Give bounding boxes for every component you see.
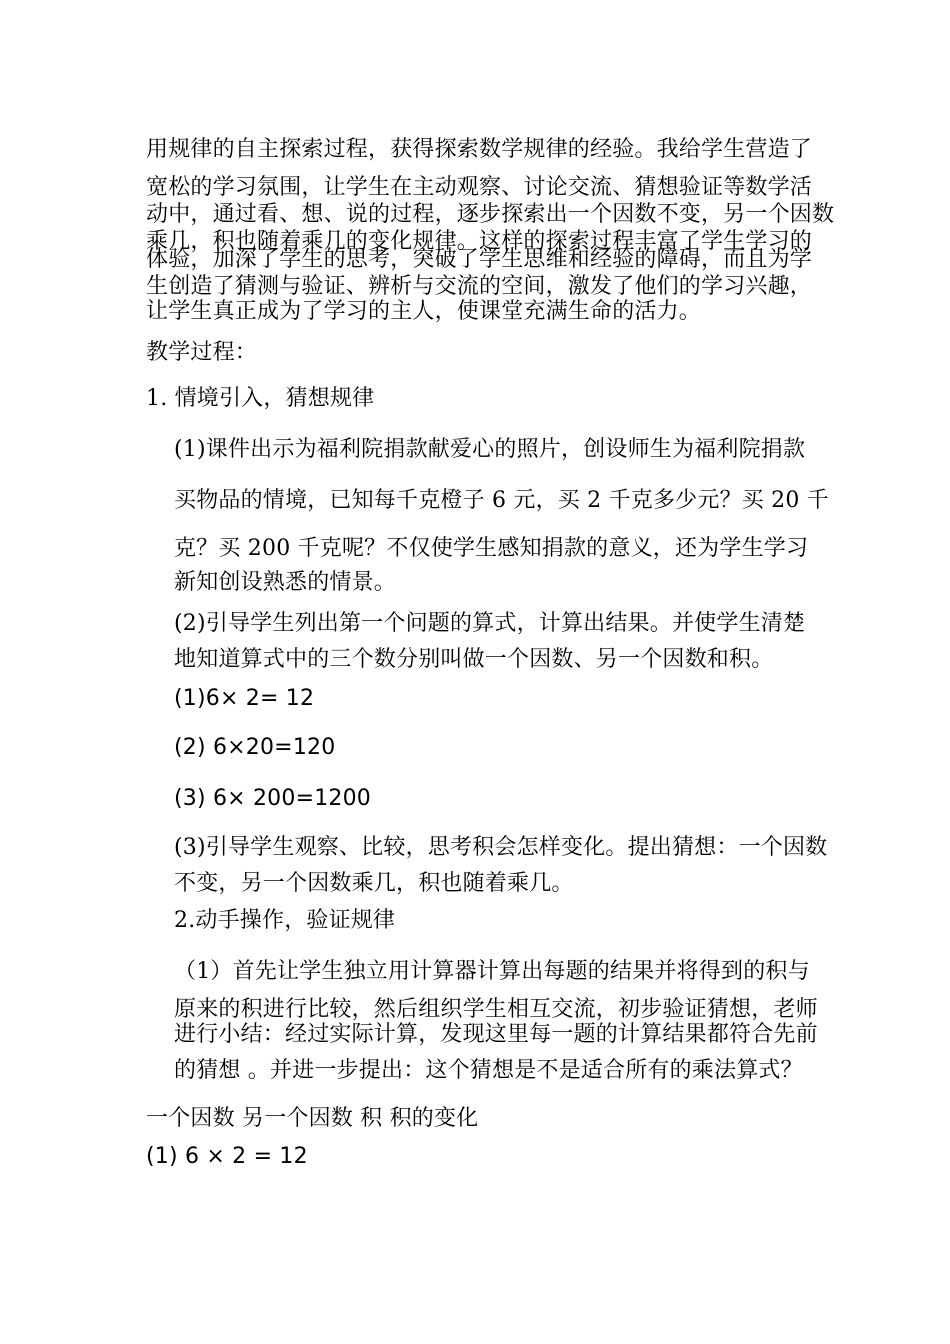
step1-line-1: (1)课件出示为福利院捐款献爱心的照片，创设师生为福利院捐款 <box>174 437 806 462</box>
step2-line-2: 地知道算式中的三个数分别叫做一个因数、另一个因数和积。 <box>174 647 774 672</box>
process-heading: 教学过程： <box>146 340 258 365</box>
step3-line-2: 不变，另一个因数乘几，积也随着乘几。 <box>174 871 574 896</box>
verify-line-4: 的猜想 。并进一步提出：这个猜想是不是适合所有的乘法算式？ <box>174 1058 803 1083</box>
section1-heading: 1. 情境引入，猜想规律 <box>146 386 375 411</box>
table-header: 一个因数 另一个因数 积 积的变化 <box>146 1106 479 1131</box>
verify-line-2: 原来的积进行比较，然后组织学生相互交流，初步验证猜想，老师 <box>174 997 818 1022</box>
table-row-1: (1) 6 × 2 = 12 <box>146 1144 308 1169</box>
intro-line-2: 宽松的学习氛围，让学生在主动观察、讨论交流、猜想验证等数学活 <box>146 175 813 200</box>
section2-heading: 2.动手操作，验证规律 <box>174 908 396 933</box>
step3-line-1: (3)引导学生观察、比较，思考积会怎样变化。提出猜想：一个因数 <box>174 835 828 860</box>
step1-line-2: 买物品的情境，已知每千克橙子 6 元，买 2 千克多少元？买 20 千 <box>174 488 829 513</box>
step1-line-4: 新知创设熟悉的情景。 <box>174 570 397 595</box>
equation-1: (1)6× 2= 12 <box>174 686 315 711</box>
step1-line-3: 克？买 200 千克呢？不仅使学生感知捐款的意义，还为学生学习 <box>174 536 809 561</box>
intro-line-5: 体验，加深了学生的思考，突破了学生思维和经验的障碍，而且为学 <box>146 247 813 272</box>
verify-line-1: （1）首先让学生独立用计算器计算出每题的结果并将得到的积与 <box>174 959 810 984</box>
equation-2: (2) 6×20=120 <box>174 735 336 760</box>
intro-line-7: 让学生真正成为了学习的主人，使课堂充满生命的活力。 <box>146 299 702 324</box>
intro-line-4: 乘几，积也随着乘几的变化规律。这样的探索过程丰富了学生学习的 <box>146 229 813 254</box>
step2-line-1: (2)引导学生列出第一个问题的算式，计算出结果。并使学生清楚 <box>174 611 806 636</box>
verify-line-3: 进行小结：经过实际计算，发现这里每一题的计算结果都符合先前 <box>174 1022 818 1047</box>
intro-line-1: 用规律的自主探索过程，获得探索数学规律的经验。我给学生营造了 <box>146 137 813 162</box>
equation-3: (3) 6× 200=1200 <box>174 786 371 811</box>
intro-line-6: 生创造了猜测与验证、辨析与交流的空间，激发了他们的学习兴趣， <box>146 274 813 299</box>
intro-line-3: 动中，通过看、想、说的过程，逐步探索出一个因数不变，另一个因数 <box>146 202 835 227</box>
